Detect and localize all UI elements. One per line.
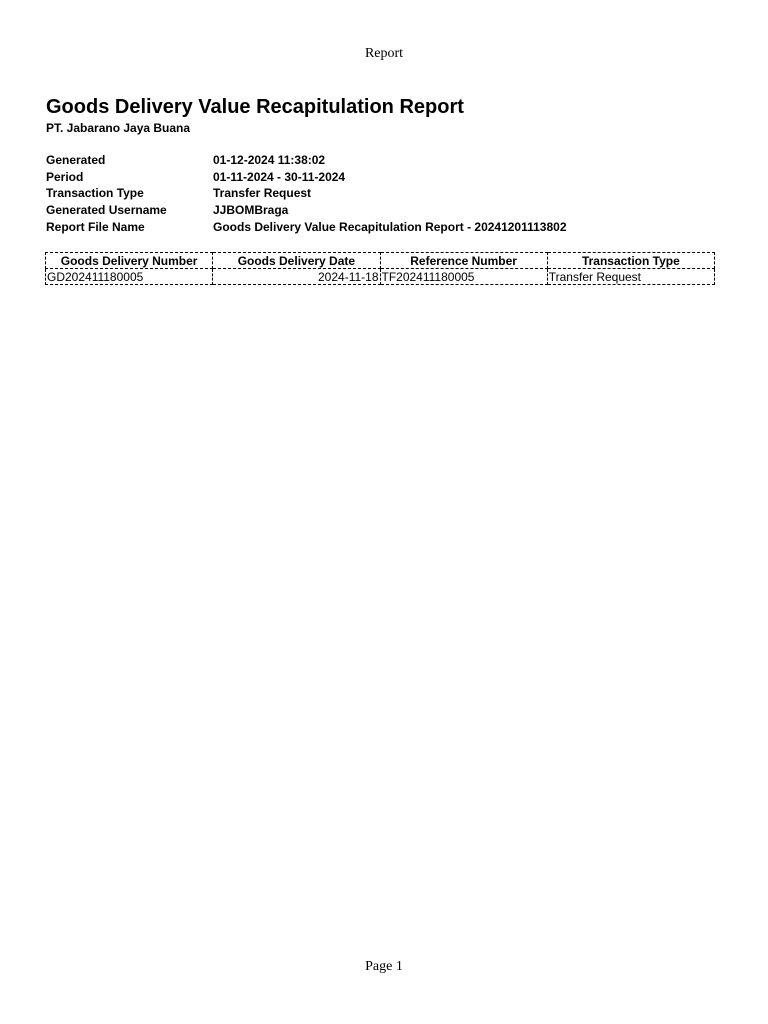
meta-value: Goods Delivery Value Recapitulation Report - 20241201113802 — [213, 219, 567, 234]
company-name: PT. Jabarano Jaya Buana — [46, 121, 191, 135]
cell-goods-delivery-date: 2024-11-18 — [213, 269, 380, 285]
report-title: Goods Delivery Value Recapitulation Report — [46, 96, 464, 118]
meta-row-generated-username — [46, 202, 567, 219]
meta-row-period — [46, 169, 567, 186]
cell-transaction-type: Transfer Request — [547, 269, 714, 285]
meta-label: Report File Name — [46, 219, 145, 234]
meta-value: Transfer Request — [213, 186, 312, 201]
meta-row-generated — [46, 152, 567, 169]
column-header-goods-delivery-number: Goods Delivery Number — [46, 253, 213, 269]
meta-label: Period — [46, 169, 84, 184]
meta-value: 01-12-2024 11:38:02 — [213, 153, 326, 168]
column-header-reference-number: Reference Number — [380, 253, 547, 269]
cell-reference-number: TF202411180005 — [380, 269, 547, 285]
column-header-transaction-type: Transaction Type — [547, 253, 714, 269]
meta-value: 01-11-2024 - 30-11-2024 — [213, 169, 346, 184]
meta-label: Generated Username — [46, 203, 167, 218]
page-header: Report — [364, 46, 404, 61]
table-header-row — [46, 253, 715, 269]
meta-label: Transaction Type — [46, 186, 144, 201]
cell-goods-delivery-number: GD202411180005 — [46, 269, 213, 285]
table-row — [46, 269, 715, 285]
report-metadata — [46, 152, 567, 235]
page-footer: Page 1 — [365, 959, 403, 974]
meta-label: Generated — [46, 153, 106, 168]
column-header-goods-delivery-date: Goods Delivery Date — [213, 253, 380, 269]
goods-delivery-table — [45, 252, 715, 285]
meta-row-transaction-type — [46, 185, 567, 202]
meta-row-report-file-name — [46, 218, 567, 235]
meta-value: JJBOMBraga — [213, 203, 289, 218]
